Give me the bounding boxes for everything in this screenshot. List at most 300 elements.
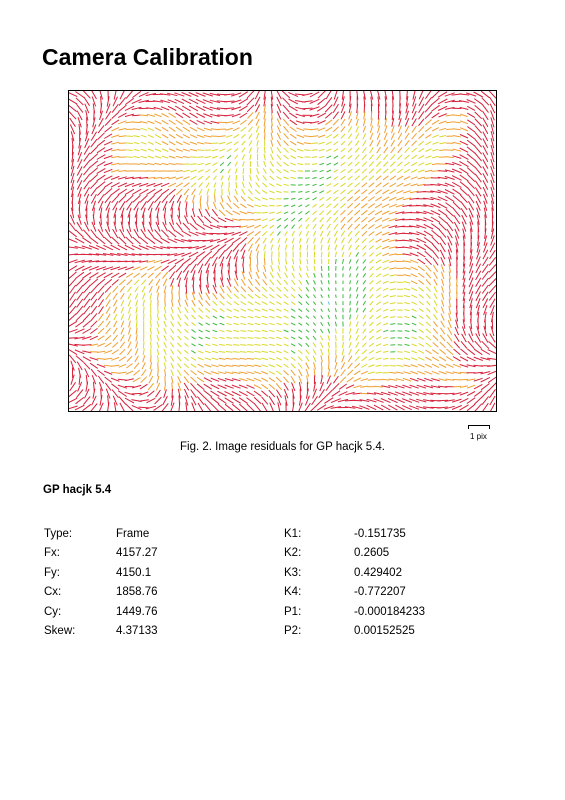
residual-vector [320, 177, 324, 179]
residual-vector [453, 129, 461, 130]
residual-vector [405, 148, 410, 153]
residual-vector [335, 315, 336, 319]
residual-vector [384, 140, 387, 147]
residual-vector [182, 106, 190, 111]
residual-vector [104, 163, 113, 166]
residual-vector [321, 266, 322, 271]
residual-vector [304, 143, 311, 144]
residual-vector [255, 238, 260, 244]
residual-vector [478, 319, 479, 330]
residual-vector [383, 351, 388, 352]
residual-vector [227, 309, 232, 312]
residual-vector [247, 225, 255, 228]
residual-vector [126, 371, 134, 374]
residual-vector [375, 218, 382, 222]
residual-vector [161, 114, 168, 118]
residual-vector [391, 147, 395, 153]
residual-vector [361, 210, 367, 215]
residual-vector [151, 300, 152, 307]
residual-vector [306, 363, 309, 369]
residual-vector [226, 358, 233, 359]
residual-vector [370, 301, 374, 305]
residual-vector [475, 119, 482, 126]
residual-vector [383, 323, 388, 325]
residual-vector [227, 286, 232, 293]
residual-vector [198, 170, 204, 173]
residual-vector [147, 398, 156, 403]
residual-vector [111, 156, 119, 157]
residual-vector [112, 112, 119, 119]
param-value: -0.772207 [354, 586, 406, 599]
param-label: Cx: [44, 586, 62, 599]
residual-vector [460, 114, 468, 117]
residual-vector [383, 295, 388, 297]
residual-vector [350, 267, 351, 271]
residual-vector [370, 140, 373, 146]
residual-vector [475, 139, 482, 147]
residual-vector [211, 217, 219, 223]
residual-vector [197, 142, 204, 144]
residual-vector [440, 335, 445, 341]
residual-vector [84, 292, 90, 300]
residual-vector [178, 322, 181, 327]
residual-vector [453, 149, 461, 151]
residual-vector [171, 329, 174, 334]
residual-vector [348, 210, 353, 215]
residual-vector [165, 383, 166, 391]
residual-vector [383, 337, 388, 339]
residual-vector [105, 286, 111, 293]
residual-vector [250, 154, 251, 160]
residual-vector [355, 231, 360, 236]
residual-vector [425, 91, 431, 99]
residual-vector [489, 265, 496, 273]
residual-vector [218, 404, 226, 411]
residual-vector [269, 309, 274, 311]
residual-vector [233, 203, 239, 208]
residual-vector [467, 127, 475, 133]
residual-vector [362, 357, 367, 361]
residual-vector [425, 112, 432, 119]
residual-vector [355, 141, 359, 146]
residual-vector [234, 142, 239, 145]
residual-vector [299, 309, 303, 312]
residual-vector [69, 278, 76, 286]
residual-vector [249, 147, 251, 153]
residual-vector [104, 169, 113, 172]
residual-vector [269, 371, 275, 374]
residual-vector [192, 195, 194, 202]
residual-vector [242, 155, 244, 160]
residual-vector [240, 331, 246, 332]
residual-vector [249, 272, 252, 279]
residual-vector [402, 233, 412, 234]
residual-vector [439, 364, 446, 367]
residual-vector [434, 314, 438, 320]
residual-vector [313, 349, 316, 354]
residual-vector [247, 204, 253, 207]
residual-vector [383, 309, 388, 311]
residual-vector [128, 300, 130, 306]
residual-vector [390, 183, 396, 187]
residual-vector [255, 190, 260, 194]
residual-vector [248, 120, 253, 126]
residual-vector [327, 376, 331, 384]
residual-vector [313, 309, 315, 312]
residual-vector [348, 155, 352, 159]
residual-vector [155, 163, 162, 164]
residual-vector [348, 231, 352, 236]
residual-vector [405, 133, 409, 139]
residual-vector [104, 358, 112, 359]
residual-vector [226, 210, 233, 215]
residual-vector [149, 376, 153, 383]
residual-vector [111, 372, 119, 373]
residual-vector [303, 129, 311, 130]
residual-vector [91, 299, 97, 307]
residual-vector [169, 222, 175, 231]
residual-vector [446, 357, 453, 361]
residual-vector [348, 162, 352, 166]
residual-vector [356, 245, 359, 250]
residual-vector [349, 342, 351, 348]
residual-vector [313, 224, 316, 229]
residual-vector [389, 261, 396, 263]
residual-vector [433, 258, 438, 266]
residual-vector [284, 225, 287, 229]
residual-vector [149, 279, 153, 285]
residual-vector [199, 337, 203, 339]
residual-vector [306, 231, 308, 236]
residual-vector [164, 328, 167, 334]
residual-vector [363, 260, 366, 264]
residual-vector [205, 403, 212, 411]
residual-vector [368, 197, 374, 202]
residual-vector [340, 197, 345, 201]
residual-vector [382, 197, 389, 201]
residual-vector [185, 195, 188, 203]
residual-vector [262, 294, 267, 298]
residual-vector [97, 279, 105, 286]
residual-vector [85, 194, 89, 204]
residual-vector [100, 103, 101, 113]
residual-vector [350, 274, 351, 278]
residual-vector [254, 385, 261, 389]
residual-vector [134, 363, 139, 369]
residual-vector [425, 364, 432, 367]
residual-vector [449, 306, 451, 314]
residual-vector [432, 128, 439, 131]
residual-vector [233, 359, 240, 360]
residual-vector [198, 403, 203, 411]
residual-vector [164, 363, 166, 370]
residual-vector [270, 272, 273, 278]
residual-vector [356, 335, 359, 340]
residual-vector [441, 321, 445, 328]
residual-vector [134, 273, 140, 277]
residual-vector [255, 294, 260, 298]
residual-vector [106, 307, 110, 314]
residual-vector [328, 295, 329, 298]
residual-vector [304, 136, 312, 137]
residual-vector [262, 302, 268, 305]
residual-vector [170, 272, 175, 280]
residual-vector [219, 344, 225, 345]
residual-vector [370, 273, 374, 277]
residual-vector [134, 150, 140, 151]
residual-vector [141, 377, 147, 383]
residual-vector [226, 352, 233, 353]
residual-vector [277, 147, 281, 153]
residual-vector [106, 104, 110, 114]
residual-vector [334, 204, 339, 208]
residual-vector [292, 231, 295, 236]
residual-vector [247, 338, 253, 339]
residual-vector [425, 156, 431, 158]
residual-vector [156, 390, 161, 397]
residual-vector [220, 156, 225, 159]
residual-vector [155, 135, 161, 138]
residual-vector [474, 397, 482, 404]
residual-vector [439, 150, 446, 151]
residual-vector [233, 121, 241, 124]
residual-vector [147, 267, 154, 271]
residual-vector [453, 122, 460, 123]
residual-vector [213, 309, 218, 312]
residual-vector [376, 316, 380, 319]
residual-vector [148, 156, 154, 158]
residual-vector [97, 370, 104, 376]
residual-vector [235, 189, 237, 195]
residual-vector [321, 280, 322, 284]
residual-vector [148, 201, 153, 210]
residual-vector [355, 224, 360, 229]
residual-vector [255, 302, 261, 305]
residual-vector [241, 196, 246, 201]
residual-vector [382, 239, 389, 242]
param-label: P2: [284, 625, 302, 638]
residual-vector [370, 126, 372, 133]
residual-vector [271, 245, 273, 251]
residual-vector [312, 164, 317, 165]
residual-vector [377, 133, 380, 140]
residual-vector [306, 323, 309, 326]
residual-vector [105, 127, 112, 133]
residual-vector [405, 317, 410, 318]
residual-vector [398, 133, 402, 140]
residual-vector [132, 393, 142, 394]
residual-vector [270, 403, 274, 411]
residual-vector [127, 349, 131, 355]
residual-vector [382, 211, 389, 215]
residual-vector [375, 211, 382, 215]
residual-vector [425, 127, 431, 132]
residual-vector [157, 376, 159, 384]
residual-vector [121, 307, 124, 313]
residual-vector [370, 294, 374, 298]
residual-vector [127, 356, 132, 362]
residual-vector [318, 121, 326, 125]
residual-vector [425, 371, 433, 374]
residual-vector [292, 273, 295, 278]
residual-vector [205, 344, 210, 346]
residual-vector [390, 310, 395, 311]
residual-vector [305, 198, 309, 200]
residual-vector [190, 135, 197, 138]
residual-vector [439, 121, 447, 124]
residual-vector [284, 364, 289, 368]
residual-vector [70, 382, 76, 391]
residual-vector [225, 372, 233, 374]
residual-vector [155, 142, 161, 145]
residual-vector [139, 400, 149, 402]
residual-vector [170, 403, 174, 411]
residual-vector [291, 323, 295, 325]
residual-vector [240, 352, 247, 353]
residual-vector [412, 141, 417, 146]
residual-vector [228, 162, 231, 166]
residual-vector [396, 372, 403, 374]
residual-vector [448, 320, 451, 328]
residual-vector [319, 163, 324, 164]
residual-vector [348, 217, 353, 222]
residual-vector [348, 126, 351, 132]
residual-vector [398, 147, 402, 152]
residual-vector [313, 329, 316, 332]
residual-vector [313, 343, 316, 348]
residual-vector [239, 404, 247, 411]
residual-vector [128, 293, 131, 299]
residual-vector [341, 119, 345, 126]
residual-vector [306, 280, 308, 284]
residual-vector [333, 134, 338, 138]
residual-vector [328, 245, 330, 251]
residual-vector [172, 300, 173, 307]
residual-vector [228, 196, 231, 203]
residual-vector [112, 128, 120, 132]
residual-vector [439, 371, 447, 374]
residual-vector [111, 357, 119, 360]
residual-vector [70, 215, 74, 225]
residual-vector [98, 133, 105, 140]
residual-vector [247, 212, 254, 213]
residual-vector [369, 183, 375, 187]
residual-vector [185, 307, 189, 313]
residual-vector [262, 344, 268, 345]
residual-vector [254, 372, 261, 374]
residual-vector [304, 150, 310, 151]
residual-vector [447, 342, 453, 348]
residual-vector [120, 91, 125, 99]
residual-vector [460, 128, 468, 131]
residual-vector [135, 293, 138, 299]
residual-vector [69, 390, 77, 397]
residual-vector [298, 164, 304, 165]
residual-vector [363, 336, 367, 341]
residual-vector [262, 330, 268, 331]
residual-vector [126, 143, 133, 144]
residual-vector [427, 308, 431, 312]
residual-vector [148, 383, 154, 390]
residual-vector [299, 343, 303, 346]
residual-vector [206, 308, 211, 312]
residual-vector [263, 176, 267, 181]
residual-vector [69, 321, 77, 327]
param-row [44, 563, 454, 583]
residual-vector [389, 190, 396, 194]
residual-vector [199, 189, 202, 195]
residual-vector [350, 321, 351, 326]
residual-vector [119, 164, 126, 165]
residual-vector [172, 285, 173, 293]
residual-vector [206, 323, 210, 325]
residual-vector [233, 345, 239, 346]
residual-vector [298, 171, 303, 172]
residual-vector [357, 294, 359, 298]
residual-vector [290, 148, 296, 151]
residual-vector [284, 162, 289, 166]
residual-vector [276, 309, 281, 311]
residual-vector [311, 143, 318, 144]
residual-vector [291, 287, 295, 291]
residual-vector [141, 135, 147, 137]
residual-vector [104, 237, 112, 244]
residual-vector [312, 157, 318, 158]
residual-vector [376, 183, 382, 187]
residual-vector [140, 237, 148, 244]
residual-vector [121, 300, 124, 306]
residual-vector [284, 287, 288, 291]
residual-vector [321, 295, 323, 298]
residual-vector [247, 231, 254, 235]
residual-vector [384, 133, 387, 140]
residual-vector [207, 189, 209, 195]
param-label: Fy: [44, 566, 60, 579]
residual-vector [460, 379, 468, 380]
residual-vector [85, 389, 90, 398]
residual-vector [240, 204, 246, 208]
residual-vector [292, 280, 295, 285]
residual-vector [198, 163, 204, 165]
residual-vector [214, 189, 215, 195]
residual-vector [178, 300, 180, 307]
residual-vector [120, 349, 126, 354]
residual-vector [241, 294, 246, 298]
residual-vector [361, 197, 367, 202]
residual-vector [455, 334, 460, 342]
residual-vector [439, 143, 446, 144]
residual-vector [284, 337, 289, 339]
residual-vector [191, 371, 197, 376]
residual-vector [283, 105, 290, 112]
residual-vector [412, 330, 417, 332]
residual-vector [329, 273, 330, 277]
residual-vector [355, 190, 360, 194]
residual-vector [432, 142, 438, 144]
residual-vector [341, 141, 345, 145]
residual-vector [176, 223, 182, 231]
residual-vector [418, 163, 424, 166]
residual-vector [155, 397, 162, 404]
residual-vector [241, 127, 246, 131]
residual-vector [285, 231, 288, 235]
residual-vector [213, 293, 218, 299]
residual-vector [362, 238, 367, 243]
residual-vector [247, 352, 254, 353]
residual-vector [297, 135, 304, 138]
residual-vector [425, 350, 431, 354]
residual-vector [99, 306, 104, 313]
